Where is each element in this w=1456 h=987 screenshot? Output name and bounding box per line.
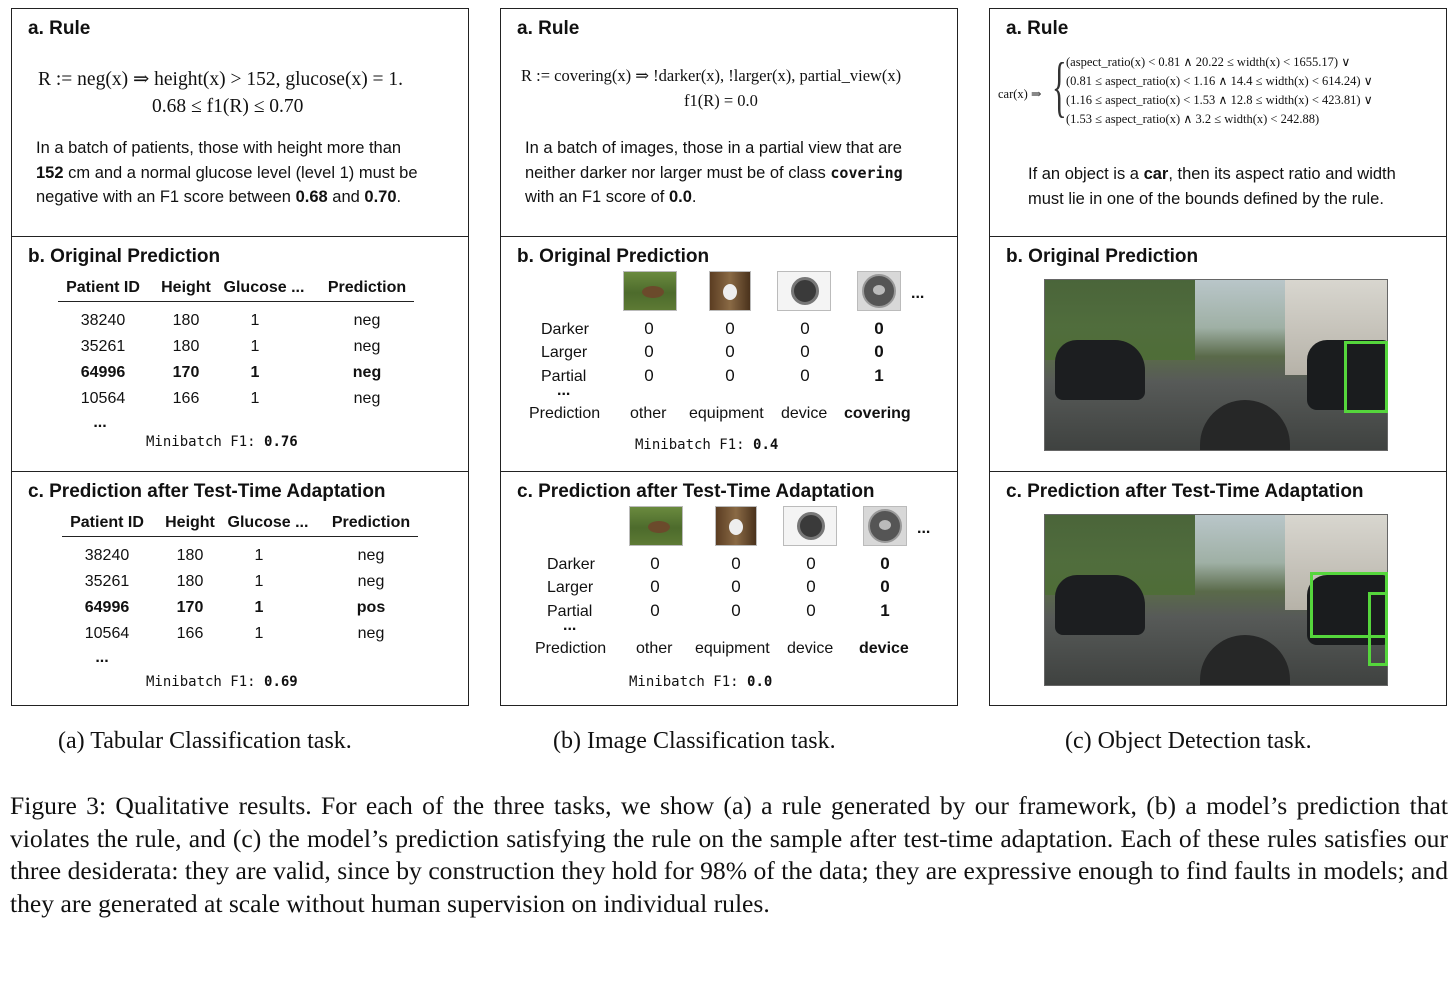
watch-image — [777, 271, 831, 311]
prediction-cell: covering — [844, 405, 911, 422]
street-scene-image — [1044, 279, 1388, 451]
minibatch-f1: Minibatch F1: 0.0 — [629, 674, 773, 690]
row-label-partial: Partial — [541, 368, 587, 385]
patient-table: Patient ID Height Glucose ... Prediction 38240 180 1 neg 35261 180 1 neg 64996 170 1 neg 10564 166 1 neg ... — [58, 279, 418, 439]
value-cell: 0 — [725, 342, 735, 361]
rule-heading: a. Rule — [28, 18, 91, 39]
original-prediction-section — [12, 236, 468, 471]
value-cell: 0 — [806, 577, 816, 596]
rule-description: In a batch of patients, those with height more than 152 cm and a normal glucose level (level 1) must be negative with an F1 score between 0.68 and 0.70. — [36, 139, 418, 206]
value-cell: 0 — [806, 601, 816, 620]
rule-case: (1.16 ≤ aspect_ratio(x) < 1.53 ∧ 12.8 ≤ width(x) < 423.81) ∨ — [1066, 93, 1373, 107]
value-cell: 0 — [800, 319, 810, 338]
thumbnail-ellipsis: ... — [911, 285, 925, 302]
table-rule — [62, 536, 418, 537]
row-label-prediction: Prediction — [529, 405, 601, 422]
rule-formula: R := neg(x) ⇒ height(x) > 152, glucose(x) = 1. — [38, 69, 404, 90]
value-cell: 0 — [731, 601, 741, 620]
value-cell: 1 — [874, 366, 884, 385]
rule-section — [501, 9, 957, 236]
figure-caption: Figure 3: Qualitative results. For each of the three tasks, we show (a) a rule generated by our framework, (b) a model’s prediction that violates the rule, and (c) the model’s prediction satisfying the rule on the sample after test-time adaptation. Each of these rules satisfies our three desiderata: they are valid, since by construction they hold for 98% of the data; they are expressive enough to find faults in models; and they are generated at scale without human supervision on individual rules. — [10, 791, 1448, 918]
adapted-prediction-heading: c. Prediction after Test-Time Adaptation — [517, 481, 875, 502]
rule-description: In a batch of images, those in a partial view that are neither darker nor larger must be of class covering with an F1 score of 0.0. — [525, 139, 903, 206]
prediction-cell: device — [781, 405, 828, 422]
value-cell: 0 — [731, 577, 741, 596]
value-cell: 0 — [644, 319, 654, 338]
row-label-darker: Darker — [541, 321, 590, 338]
prediction-cell: device — [859, 640, 909, 657]
object-detection-panel — [989, 8, 1447, 706]
rule-formula-bound: f1(R) = 0.0 — [684, 91, 758, 110]
rule-formula-bound: 0.68 ≤ f1(R) ≤ 0.70 — [152, 96, 304, 117]
adapted-prediction-section — [12, 471, 468, 707]
tree-egg-image — [715, 506, 757, 546]
table-rule — [58, 301, 414, 302]
value-cell: 0 — [650, 601, 660, 620]
value-cell: 0 — [880, 554, 890, 573]
row-ellipsis: ... — [557, 382, 571, 399]
rule-section — [12, 9, 468, 236]
adapted-prediction-heading: c. Prediction after Test-Time Adaptation — [1006, 481, 1364, 502]
tabular-panel — [11, 8, 469, 706]
prediction-cell: device — [787, 640, 834, 657]
row-label-partial: Partial — [547, 603, 593, 620]
rule-case: (1.53 ≤ aspect_ratio(x) ∧ 3.2 ≤ width(x) < 242.88) — [1066, 112, 1320, 126]
original-prediction-section — [501, 236, 957, 471]
rule-lhs: car(x) ⇒ — [998, 87, 1042, 101]
watch-image — [783, 506, 837, 546]
value-cell: 0 — [644, 342, 654, 361]
rule-brace: { — [1052, 48, 1067, 124]
rule-formula: R := covering(x) ⇒ !darker(x), !larger(x), partial_view(x) — [521, 66, 902, 85]
adapted-prediction-section — [501, 471, 957, 707]
tree-egg-image — [709, 271, 751, 311]
prediction-cell: other — [630, 405, 667, 422]
row-label-larger: Larger — [541, 344, 588, 361]
patient-table-adapted: Patient ID Height Glucose ... Prediction 38240 180 1 neg 35261 180 1 neg 64996 170 1 pos 10564 166 1 neg ... — [62, 514, 422, 674]
rule-description: If an object is a car, then its aspect ratio and width must lie in one of the bounds defined by the rule. — [1028, 165, 1396, 208]
adapted-prediction-section — [990, 471, 1446, 707]
prediction-cell: equipment — [695, 640, 770, 657]
detection-box — [1344, 341, 1388, 413]
value-cell: 0 — [731, 554, 741, 573]
value-cell: 0 — [725, 366, 735, 385]
bear-image — [623, 271, 677, 311]
rule-cases — [1066, 53, 1373, 129]
minibatch-f1: Minibatch F1: 0.76 — [146, 434, 298, 450]
value-cell: 0 — [874, 319, 884, 338]
subcaption-image: (b) Image Classification task. — [553, 728, 836, 754]
original-prediction-heading: b. Original Prediction — [1006, 246, 1199, 267]
value-cell: 0 — [725, 319, 735, 338]
thumbnail-ellipsis: ... — [917, 520, 931, 537]
rule-heading: a. Rule — [1006, 18, 1069, 39]
value-cell: 0 — [880, 577, 890, 596]
original-prediction-section — [990, 236, 1446, 471]
value-cell: 0 — [644, 366, 654, 385]
row-label-larger: Larger — [547, 579, 594, 596]
rule-case: (aspect_ratio(x) < 0.81 ∧ 20.22 ≤ width(x) < 1655.17) ∨ — [1066, 55, 1351, 69]
value-cell: 0 — [650, 554, 660, 573]
prediction-cell: equipment — [689, 405, 764, 422]
remote-image — [857, 271, 901, 311]
value-cell: 1 — [880, 601, 890, 620]
original-prediction-heading: b. Original Prediction — [28, 246, 221, 267]
minibatch-f1: Minibatch F1: 0.69 — [146, 674, 298, 690]
row-label-darker: Darker — [547, 556, 596, 573]
value-cell: 0 — [800, 366, 810, 385]
subcaption-tabular: (a) Tabular Classification task. — [58, 728, 352, 754]
remote-image — [863, 506, 907, 546]
row-ellipsis: ... — [563, 617, 577, 634]
adapted-prediction-heading: c. Prediction after Test-Time Adaptation — [28, 481, 386, 502]
prediction-cell: other — [636, 640, 673, 657]
value-cell: 0 — [806, 554, 816, 573]
rule-case: (0.81 ≤ aspect_ratio(x) < 1.16 ∧ 14.4 ≤ width(x) < 614.24) ∨ — [1066, 74, 1373, 88]
value-cell: 0 — [800, 342, 810, 361]
image-classification-panel — [500, 8, 958, 706]
detection-box — [1368, 592, 1388, 666]
row-label-prediction: Prediction — [535, 640, 607, 657]
bear-image — [629, 506, 683, 546]
value-cell: 0 — [650, 577, 660, 596]
subcaption-detection: (c) Object Detection task. — [1065, 728, 1312, 754]
original-prediction-heading: b. Original Prediction — [517, 246, 710, 267]
rule-heading: a. Rule — [517, 18, 580, 39]
rule-section — [990, 9, 1446, 236]
value-cell: 0 — [874, 342, 884, 361]
minibatch-f1: Minibatch F1: 0.4 — [635, 437, 779, 453]
